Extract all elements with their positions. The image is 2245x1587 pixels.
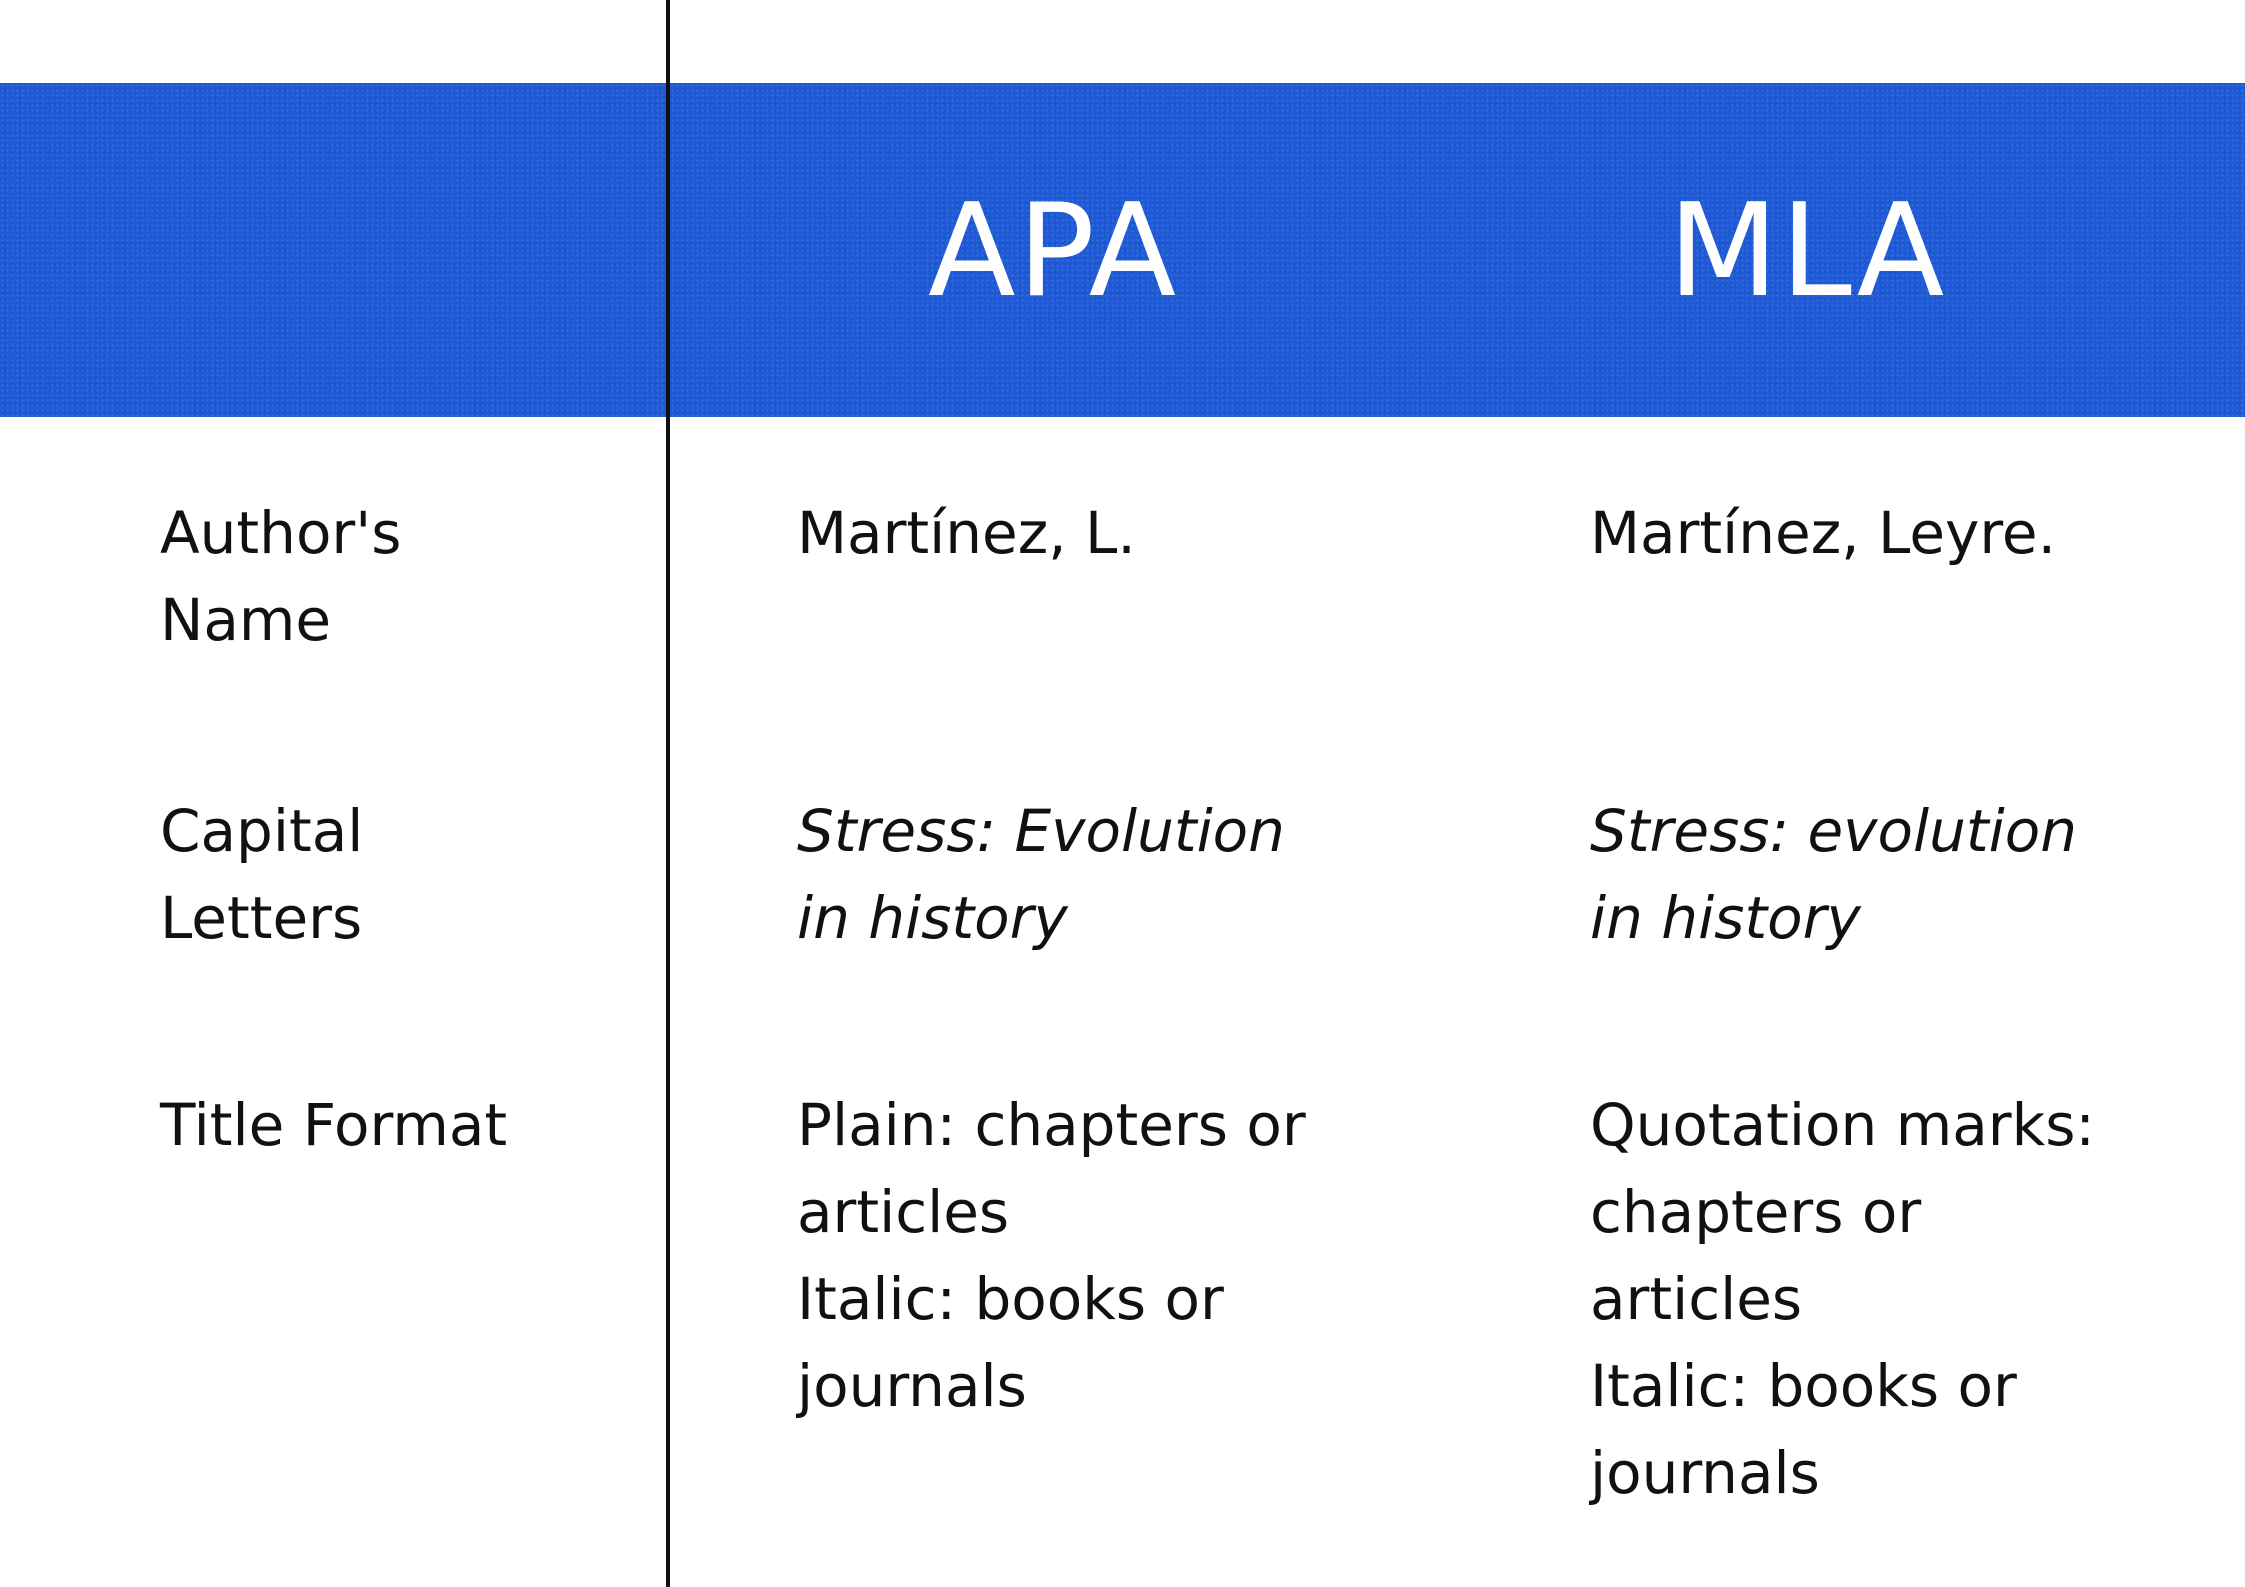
mla-line: chapters or <box>1590 1178 1922 1246</box>
apa-line: Plain: chapters or <box>797 1091 1306 1159</box>
label-line: Letters <box>160 884 363 952</box>
apa-cell-capital-letters <box>797 788 1357 962</box>
column-header-apa: APA <box>928 177 1179 326</box>
row-label-title-format <box>160 1082 630 1169</box>
row-label-capital-letters <box>160 788 630 962</box>
mla-line: Stress: evolution <box>1590 797 2077 865</box>
mla-line: articles <box>1590 1265 1803 1333</box>
mla-line: Quotation marks: <box>1590 1091 2095 1159</box>
apa-line: Stress: Evolution <box>797 797 1285 865</box>
mla-line: journals <box>1590 1439 1820 1507</box>
apa-cell-authors-name <box>797 490 1357 577</box>
mla-cell-authors-name <box>1590 490 2210 577</box>
apa-line: journals <box>797 1352 1027 1420</box>
mla-cell-title-format <box>1590 1082 2210 1517</box>
mla-line: Italic: books or <box>1590 1352 2017 1420</box>
mla-line: Martínez, Leyre. <box>1590 499 2057 567</box>
column-header-mla: MLA <box>1668 177 1947 326</box>
label-line: Capital <box>160 797 364 865</box>
row-label-authors-name <box>160 490 630 664</box>
apa-cell-title-format <box>797 1082 1357 1430</box>
apa-line: Martínez, L. <box>797 499 1136 567</box>
column-divider <box>666 0 670 1587</box>
apa-line: in history <box>797 884 1068 952</box>
label-line: Name <box>160 586 332 654</box>
apa-line: articles <box>797 1178 1010 1246</box>
apa-line: Italic: books or <box>797 1265 1224 1333</box>
label-line: Author's <box>160 499 402 567</box>
mla-line: in history <box>1590 884 1861 952</box>
label-line: Title Format <box>160 1091 508 1159</box>
mla-cell-capital-letters <box>1590 788 2210 962</box>
